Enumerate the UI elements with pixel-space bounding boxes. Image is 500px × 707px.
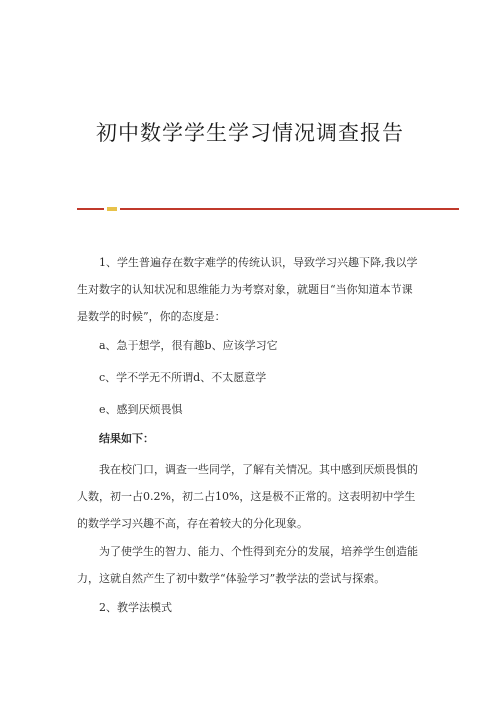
divider-accent bbox=[107, 207, 117, 211]
divider-line-left bbox=[77, 208, 104, 210]
paragraph-development: 为了使学生的智力、能力、个性得到充分的发展，培养学生创造能力，这就自然产生了初中数学“体验学习”教学法的尝试与探索。 bbox=[77, 545, 418, 585]
document-title: 初中数学学生学习情况调查报告 bbox=[96, 121, 404, 145]
option-line-e: e、感到厌烦畏惧 bbox=[99, 403, 183, 416]
option-line-ab: a、急于想学，很有趣b、应该学习它 bbox=[99, 339, 278, 352]
option-line-cd: c、学不学无不所谓d、不太愿意学 bbox=[99, 371, 267, 384]
divider-line-right bbox=[120, 208, 459, 210]
title-divider bbox=[77, 207, 459, 210]
paragraph-survey-results: 我在校门口，调查一些同学，了解有关情况。其中感到厌烦畏惧的人数，初一占0.2%，初二占10%，这是极不正常的。这表明初中学生的数学学习兴趣不高，存在着较大的分化现象。 bbox=[77, 463, 418, 530]
paragraph-question: 1、学生普遍存在数字难学的传统认识，导致学习兴趣下降,我以学生对数字的认知状况和思维能力为考察对象，就题目“当你知道本节课是数学的时候”，你的态度是： bbox=[77, 256, 418, 323]
section-heading-teaching-mode: 2、教学法模式 bbox=[99, 601, 172, 614]
results-heading: 结果如下： bbox=[99, 432, 154, 445]
